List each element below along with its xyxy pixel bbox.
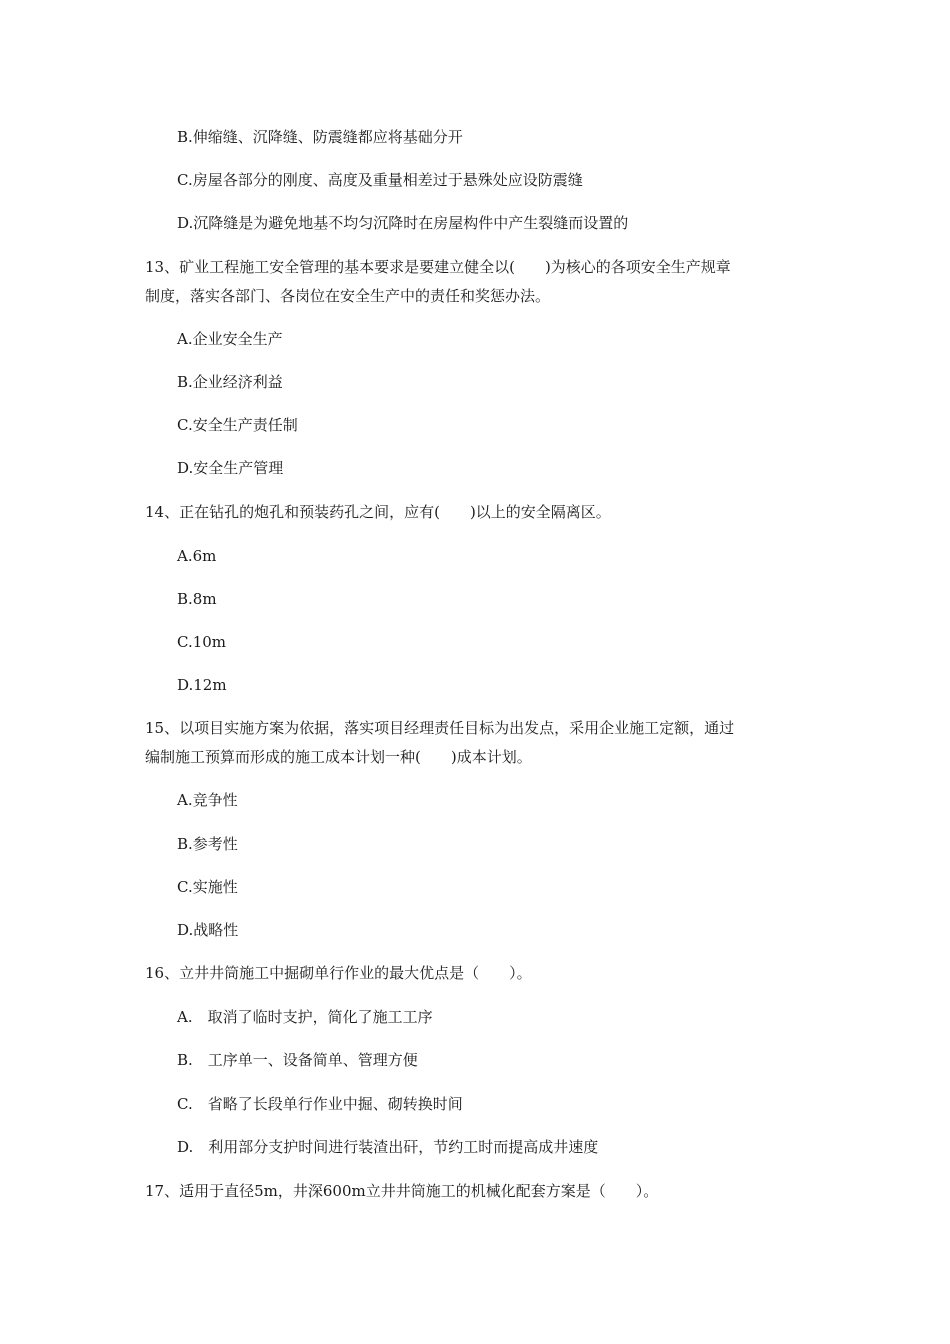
q15-stem-line2: 编制施工预算而形成的施工成本计划一种( )成本计划。 [145,748,532,766]
q12-option-b: B.伸缩缝、沉降缝、防震缝都应将基础分开 [177,128,463,146]
q16-option-d: D. 利用部分支护时间进行装渣出矸，节约工时而提高成井速度 [177,1138,599,1156]
q12-option-c: C.房屋各部分的刚度、高度及重量相差过于悬殊处应设防震缝 [177,171,583,189]
q13-option-a: A.企业安全生产 [177,330,283,348]
q13-option-d: D.安全生产管理 [177,459,284,477]
q13-option-c: C.安全生产责任制 [177,416,298,434]
q13-option-b: B.企业经济利益 [177,373,283,391]
q15-option-b: B.参考性 [177,835,238,853]
q15-option-c: C.实施性 [177,878,238,896]
q16-option-c: C. 省略了长段单行作业中掘、砌转换时间 [177,1095,463,1113]
q12-option-d: D.沉降缝是为避免地基不均匀沉降时在房屋构件中产生裂缝而设置的 [177,214,629,232]
q14-option-b: B.8m [177,590,217,608]
q15-stem-line1: 15、以项目实施方案为依据，落实项目经理责任目标为出发点，采用企业施工定额，通过 [145,719,735,737]
q16-stem: 16、立井井筒施工中掘砌单行作业的最大优点是（ ）。 [145,964,532,982]
q14-option-d: D.12m [177,676,227,694]
q15-option-d: D.战略性 [177,921,239,939]
q13-stem-line1: 13、矿业工程施工安全管理的基本要求是要建立健全以( )为核心的各项安全生产规章 [145,258,731,276]
q14-stem: 14、正在钻孔的炮孔和预装药孔之间，应有( )以上的安全隔离区。 [145,503,611,521]
q13-stem-line2: 制度，落实各部门、各岗位在安全生产中的责任和奖惩办法。 [145,287,551,305]
q15-option-a: A.竞争性 [177,791,238,809]
q14-option-c: C.10m [177,633,227,651]
q14-option-a: A.6m [177,547,217,565]
q16-option-b: B. 工序单一、设备简单、管理方便 [177,1051,418,1069]
q16-option-a: A. 取消了临时支护，简化了施工工序 [177,1008,433,1026]
q17-stem: 17、适用于直径5m，井深600m立井井筒施工的机械化配套方案是（ ）。 [145,1182,659,1200]
